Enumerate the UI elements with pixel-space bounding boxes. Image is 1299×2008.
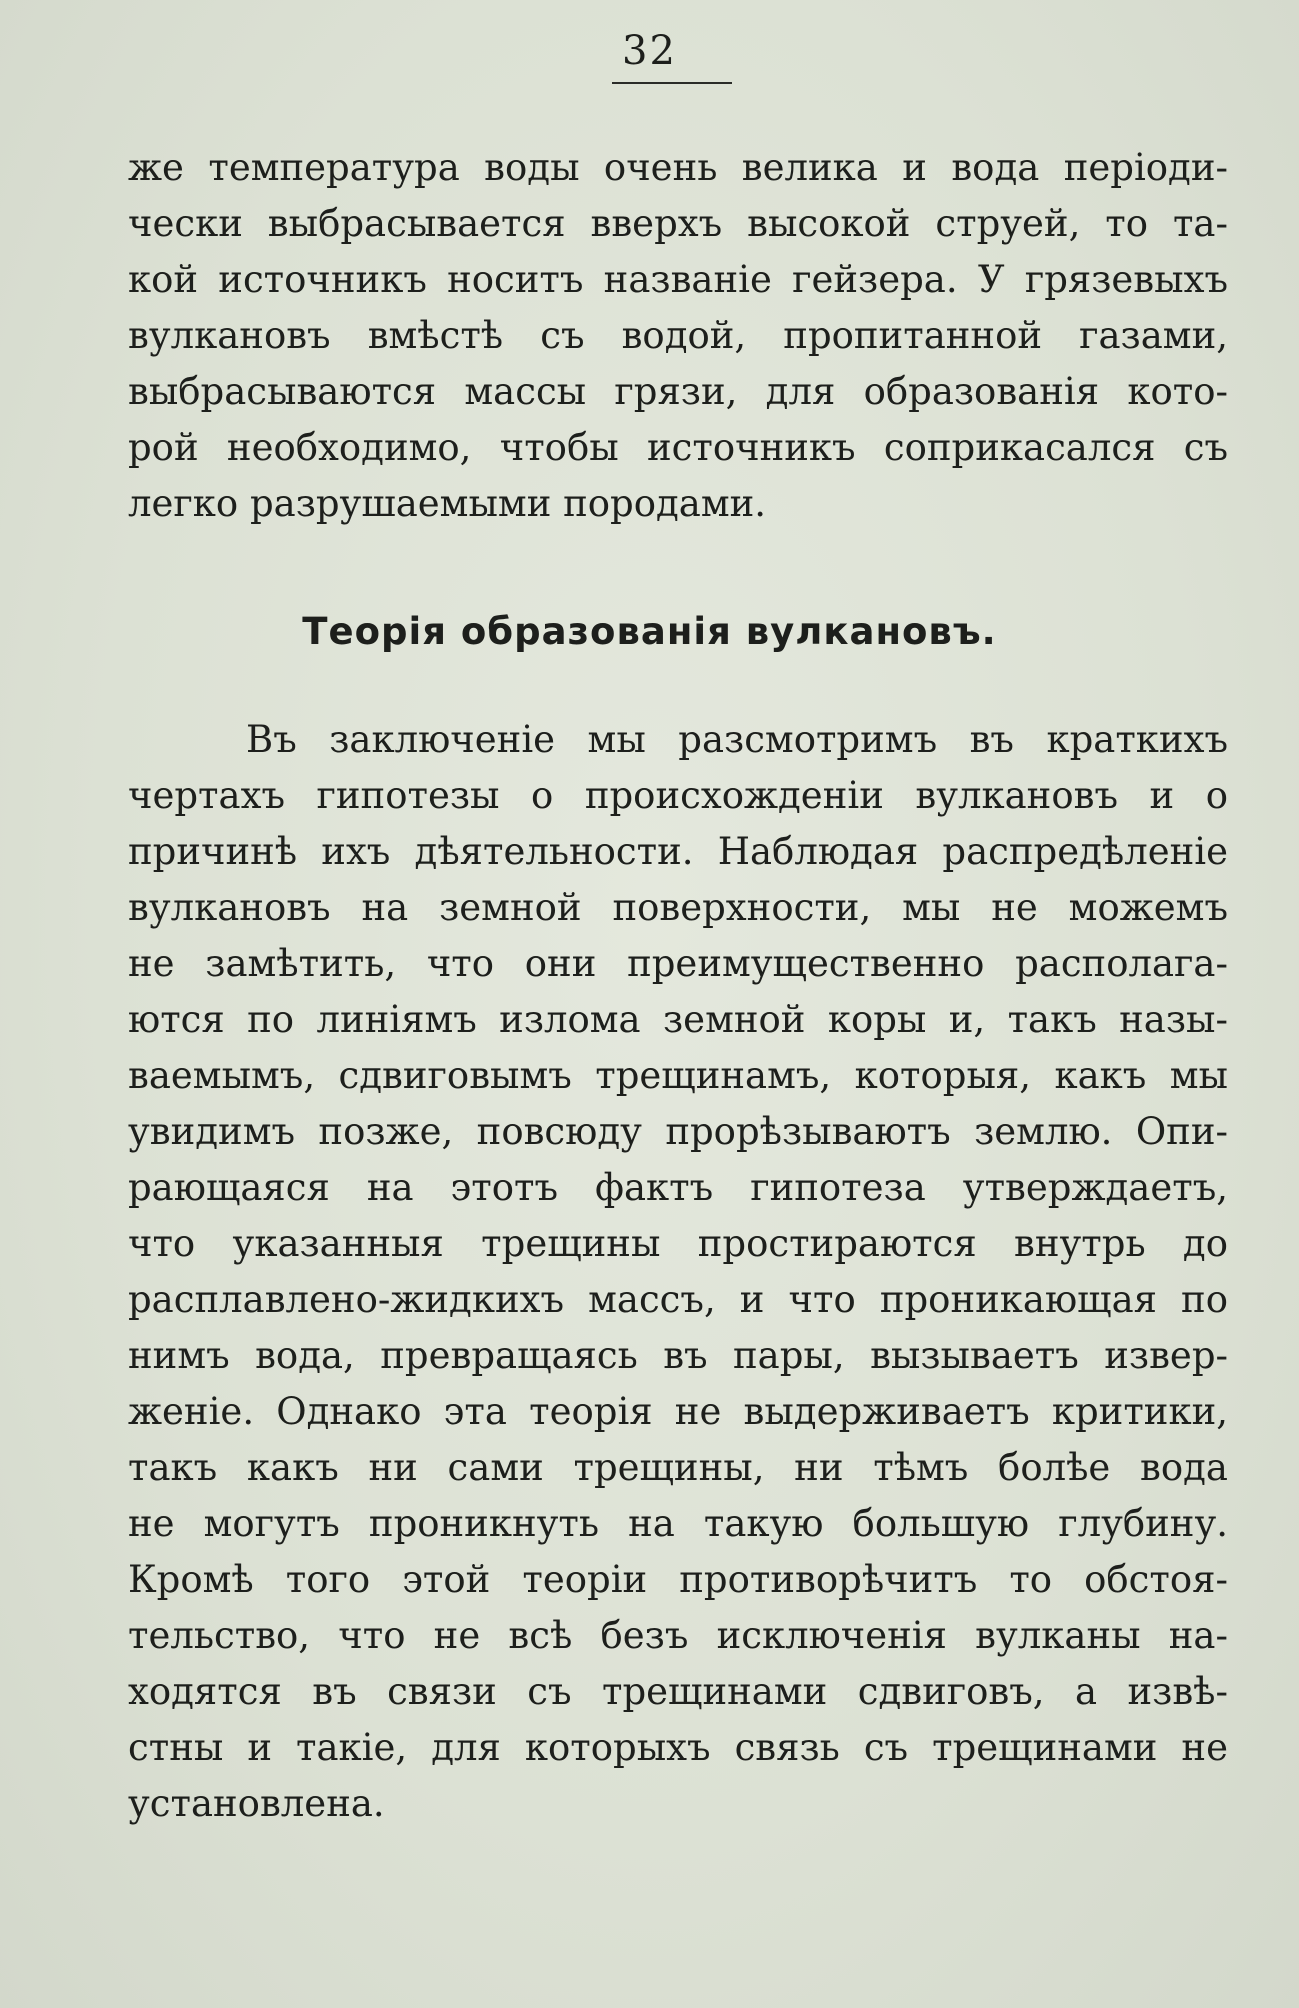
text-line: такъ какъ ни сами трещины, ни тѣмъ болѣе вода (128, 1446, 1228, 1489)
text-line: расплавлено-жидкихъ массъ, и что проникающая по (128, 1278, 1228, 1321)
text-line: чески выбрасывается вверхъ высокой струей, то та- (128, 202, 1228, 245)
text-line: легко разрушаемыми породами. (128, 482, 767, 525)
text-line: женіе. Однако эта теорія не выдерживаетъ критики, (128, 1390, 1228, 1433)
section-heading: Теорія образованія вулкановъ. (302, 610, 997, 653)
text-line: выбрасываются массы грязи, для образованія кото- (128, 370, 1228, 413)
text-line: же температура воды очень велика и вода періоди- (128, 146, 1228, 189)
text-line: Въ заключеніе мы разсмотримъ въ краткихъ (246, 718, 1228, 761)
text-line: стны и такіе, для которыхъ связь съ трещинами не (128, 1726, 1228, 1769)
page-number: 32 (622, 28, 677, 74)
text-line: увидимъ позже, повсюду прорѣзываютъ землю. Опи- (128, 1110, 1228, 1153)
paragraph-volcano-theory (128, 712, 1228, 1832)
text-line: ваемымъ, сдвиговымъ трещинамъ, которыя, какъ мы (128, 1054, 1228, 1097)
text-line: вулкановъ вмѣстѣ съ водой, пропитанной газами, (128, 314, 1228, 357)
text-line: ются по линіямъ излома земной коры и, такъ назы- (128, 998, 1228, 1041)
text-line: вулкановъ на земной поверхности, мы не можемъ (128, 886, 1228, 929)
text-line: ходятся въ связи съ трещинами сдвиговъ, а извѣ- (128, 1670, 1228, 1713)
text-line: не замѣтить, что они преимущественно располага- (128, 942, 1228, 985)
text-line: что указанныя трещины простираются внутрь до (128, 1222, 1228, 1265)
page-number-rule (612, 82, 732, 84)
text-line: рой необходимо, чтобы источникъ соприкасался съ (128, 426, 1228, 469)
text-line: нимъ вода, превращаясь въ пары, вызываетъ извер- (128, 1334, 1228, 1377)
text-line: причинѣ ихъ дѣятельности. Наблюдая распредѣленіе (128, 830, 1228, 873)
text-line: тельство, что не всѣ безъ исключенія вулканы на- (128, 1614, 1228, 1657)
text-line: Кромѣ того этой теоріи противорѣчитъ то обстоя- (128, 1558, 1228, 1601)
text-line: не могутъ проникнуть на такую большую глубину. (128, 1502, 1228, 1545)
paragraph-geysers (128, 140, 1228, 532)
text-line: рающаяся на этотъ фактъ гипотеза утверждаетъ, (128, 1166, 1228, 1209)
text-line: кой источникъ носитъ названіе гейзера. У грязевыхъ (128, 258, 1228, 301)
text-line: чертахъ гипотезы о происхожденіи вулкановъ и о (128, 774, 1228, 817)
text-line: установлена. (128, 1782, 385, 1825)
